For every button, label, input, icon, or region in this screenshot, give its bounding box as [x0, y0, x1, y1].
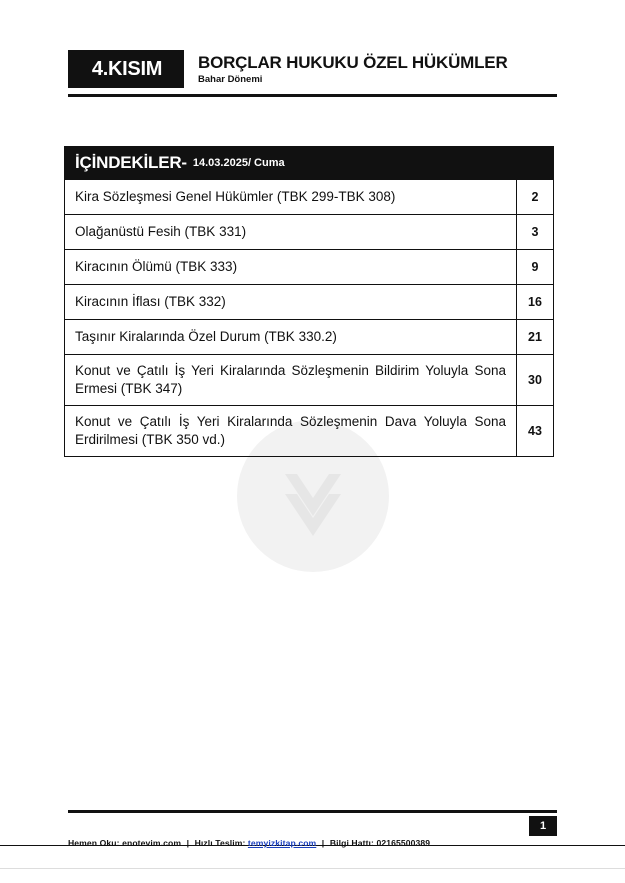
table-row[interactable]	[65, 249, 553, 284]
toc-entry-page: 3	[531, 225, 539, 239]
table-row[interactable]	[65, 405, 553, 456]
header-divider	[68, 94, 557, 97]
document-header	[68, 50, 557, 98]
page-subtitle: Bahar Dönemi	[198, 73, 263, 85]
footer-item-contact: Bilgi Hattı: 02165500389	[329, 838, 431, 848]
table-row[interactable]	[65, 319, 553, 354]
footer-bottom-divider	[0, 868, 625, 869]
toc-entry-title: Taşınır Kiralarında Özel Durum (TBK 330.2)	[65, 320, 517, 354]
toc-entry-title: Olağanüstü Fesih (TBK 331)	[65, 215, 517, 249]
section-badge-label: 4.KISIM	[91, 57, 163, 80]
toc-heading: İÇİNDEKİLER-	[75, 153, 187, 172]
toc-entry-page: 2	[531, 190, 539, 204]
section-badge	[68, 50, 184, 88]
toc-header	[65, 147, 553, 179]
toc-entry-page: 30	[528, 373, 542, 387]
table-row[interactable]	[65, 284, 553, 319]
toc-entry-page: 21	[528, 330, 542, 344]
footer-item-delivery-label: Hızlı Teslim:	[194, 838, 246, 848]
table-row[interactable]	[65, 354, 553, 405]
footer-separator: |	[321, 838, 325, 848]
header-inner	[68, 50, 557, 88]
footer-info	[68, 838, 430, 848]
toc-entry-title: Konut ve Çatılı İş Yeri Kiralarında Sözleşmenin Bildirim Yoluyla Sona Ermesi (TBK 347)	[65, 355, 517, 405]
footer-link-temyizkitap[interactable]: temyizkitap.com	[247, 838, 317, 848]
toc-entry-title: Kira Sözleşmesi Genel Hükümler (TBK 299-TBK 308)	[65, 180, 517, 214]
header-texts	[184, 50, 508, 88]
footer-separator: |	[186, 838, 190, 848]
table-row[interactable]	[65, 214, 553, 249]
footer-item-read: Hemen Oku: enotevim.com	[68, 838, 182, 848]
toc-entry-title: Kiracının İflası (TBK 332)	[65, 285, 517, 319]
toc-entry-page: 9	[531, 260, 539, 274]
toc-entry-page: 43	[528, 424, 542, 438]
toc-date: 14.03.2025/ Cuma	[192, 156, 285, 169]
toc-entry-page: 16	[528, 295, 542, 309]
page-title: BORÇLAR HUKUKU ÖZEL HÜKÜMLER	[198, 52, 508, 72]
footer-divider	[68, 810, 557, 813]
toc-entry-title: Konut ve Çatılı İş Yeri Kiralarında Sözleşmenin Dava Yoluyla Sona Erdirilmesi (TBK 350 vd.)	[65, 406, 517, 456]
page-number: 1	[529, 816, 557, 836]
toc-entry-title: Kiracının Ölümü (TBK 333)	[65, 250, 517, 284]
table-row[interactable]	[65, 179, 553, 214]
table-of-contents	[64, 146, 554, 457]
